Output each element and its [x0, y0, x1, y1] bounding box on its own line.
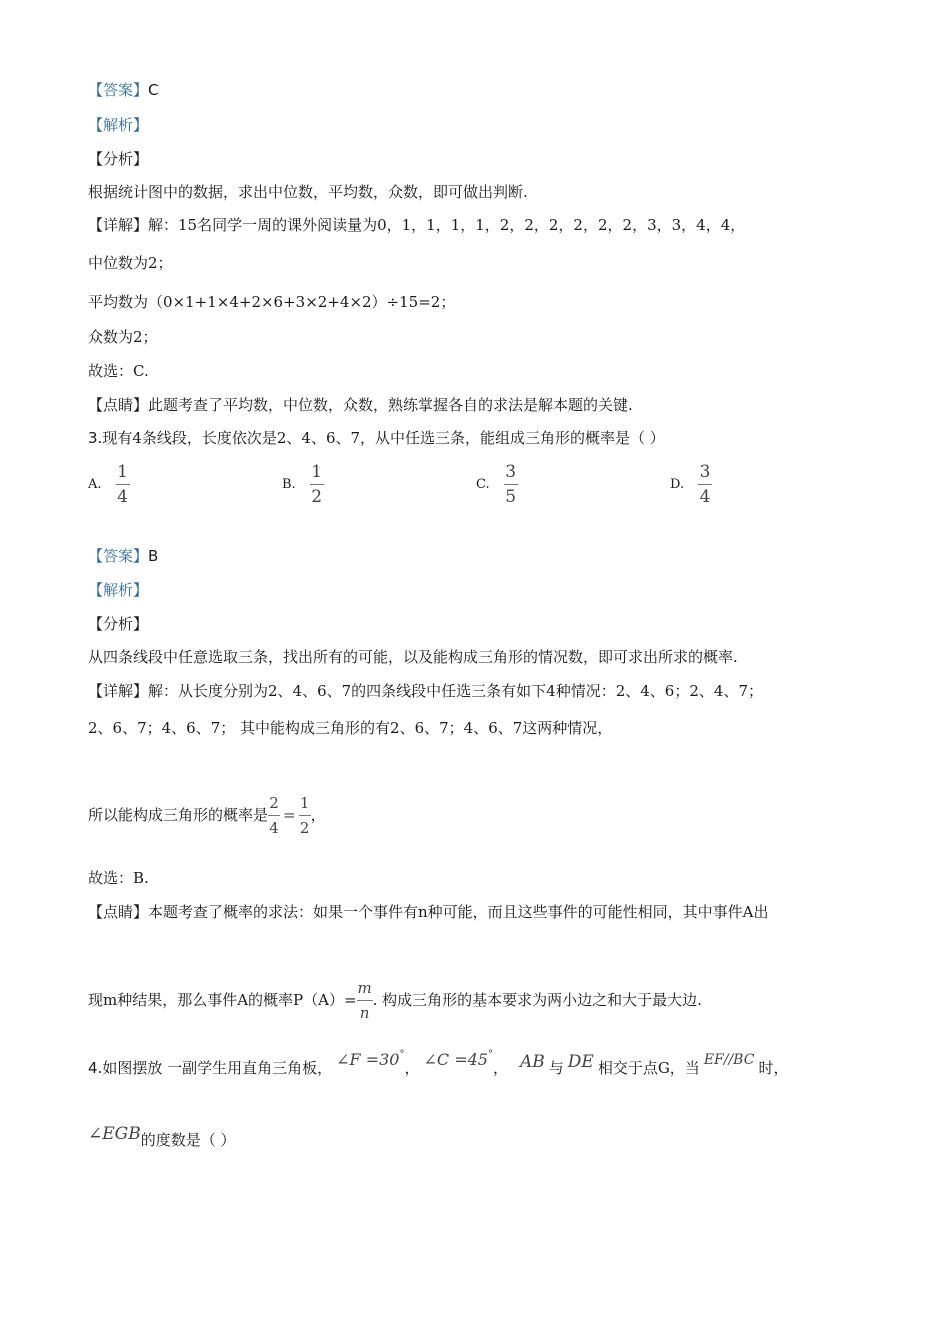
option-d: [670, 462, 712, 507]
fenxi-tag: 【分析】: [88, 615, 149, 633]
answer-value: B: [148, 547, 159, 565]
denominator: 2: [311, 487, 323, 507]
question-text-2: 的度数是（ ）: [140, 1131, 236, 1149]
denominator: 4: [117, 487, 128, 507]
option-label: D.: [670, 477, 685, 492]
option-fraction: [698, 462, 712, 507]
question-text: 如图摆放 一副学生用直角三角板，: [102, 1058, 333, 1077]
option-b: [282, 462, 324, 507]
detail-text: 【详解】解：15名同学一周的课外阅读量为0，1，1，1，1，2，2，2，2，2，2，3，3，4，4，: [88, 216, 746, 234]
denominator: 5: [505, 487, 517, 507]
fraction: $\frac{1}{2}$: [299, 793, 310, 837]
answer-label: 【答案】C: [88, 81, 159, 99]
denominator: 4: [699, 487, 711, 507]
fenxi-text: 根据统计图中的数据，求出中位数，平均数，众数，即可做出判断.: [88, 183, 528, 201]
angle-c: ∠C =45°: [423, 1049, 493, 1069]
fenxi-text: 从四条线段中任意选取三条，找出所有的可能，以及能构成三角形的情况数，即可求出所求的概率.: [88, 648, 738, 666]
question-text: 现有4条线段，长度依次是2、4、6、7，从中任选三条，能组成三角形的概率是（ ）: [102, 429, 665, 447]
analysis-tag: 【解析】: [88, 116, 149, 134]
median-text: 中位数为2；: [88, 254, 173, 272]
fraction-m-n: $\frac{m}{n}$: [357, 978, 372, 1022]
question-4-line-2: [88, 1125, 236, 1155]
question-number: 3.: [88, 429, 103, 447]
mode-text: 众数为2；: [88, 328, 158, 346]
option-c: [476, 462, 518, 507]
question-4: 4. 如图摆放 一副学生用直角三角板， ∠F =30° ， ∠C =45° ， AB 与 DE 相交于点G，当 EF//BC 时，: [88, 1052, 788, 1083]
numerator: 3: [505, 462, 517, 482]
equals-sign: =: [283, 806, 296, 824]
option-label: B.: [282, 477, 296, 492]
option-fraction: [310, 462, 324, 507]
probability-suffix: ，: [310, 806, 326, 824]
fraction: $\frac{2}{4}$: [269, 793, 279, 837]
numerator: 1: [311, 462, 323, 482]
option-label: C.: [476, 477, 490, 492]
option-a: [88, 462, 130, 507]
question-3: [88, 428, 665, 448]
angle-egb: ∠EGB: [88, 1124, 141, 1144]
choice-text: 故选：B.: [88, 869, 149, 887]
detail-text: 【详解】解：从长度分别为2、4、6、7的四条线段中任选三条有如下4种情况：2、4、6；2、4、7；: [88, 682, 763, 700]
question-number: 4.: [88, 1058, 103, 1077]
option-fraction: [504, 462, 518, 507]
angle-f: ∠F =30°: [336, 1049, 405, 1069]
dianjing-text-2: [88, 975, 702, 1025]
dianjing-suffix: . 构成三角形的基本要求为两小边之和大于最大边.: [372, 991, 702, 1009]
numerator: 1: [117, 462, 128, 482]
detail-text-2: 2、6、7；4、6、7； 其中能构成三角形的有2、6、7；4、6、7这两种情况，: [88, 719, 613, 737]
probability-line: [88, 790, 326, 840]
answer-label: 【答案】B: [88, 547, 159, 565]
dianjing-text: 【点睛】本题考查了概率的求法：如果一个事件有n种可能，而且这些事件的可能性相同，其中事件A出: [88, 903, 769, 921]
option-fraction: [116, 462, 130, 507]
segment-de: DE: [567, 1051, 594, 1072]
numerator: 3: [699, 462, 711, 482]
choice-text: 故选：C.: [88, 362, 149, 380]
probability-prefix: 所以能构成三角形的概率是: [88, 806, 269, 824]
fenxi-tag: 【分析】: [88, 150, 149, 168]
answer-value: C: [148, 81, 159, 99]
dianjing-text: 【点睛】此题考查了平均数，中位数，众数，熟练掌握各自的求法是解本题的关键.: [88, 396, 633, 414]
segment-ab: AB: [519, 1051, 545, 1072]
analysis-tag: 【解析】: [88, 581, 149, 599]
mean-text: 平均数为（0×1+1×4+2×6+3×2+4×2）÷15=2；: [88, 293, 456, 311]
dianjing-prefix: 现m种结果，那么事件A的概率P（A）=: [88, 991, 357, 1009]
option-label: A.: [88, 477, 102, 492]
parallel-condition: EF//BC: [703, 1051, 755, 1068]
